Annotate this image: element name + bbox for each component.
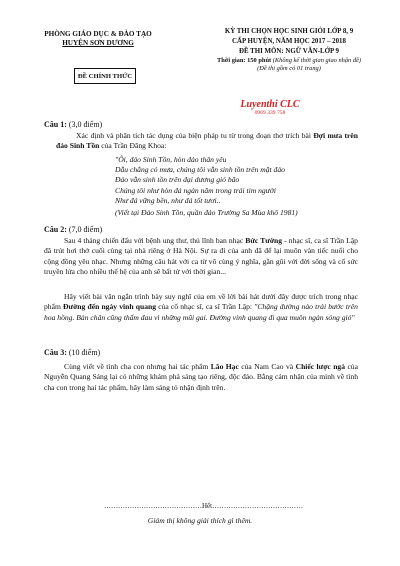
question-2-context: Sau 4 tháng chiến đấu với bệnh ung thư, thủ lĩnh ban nhạc Bức Tường - nhạc sĩ, ca sĩ Trần Lập đã trút hơi thở cuối cùng tại nhà riêng ở Hà Nội. Sự ra đi của anh đã để lại muôn vàn tiếc nuối cho cộng đồng yêu nhạc. Nhưng những câu hát với ca từ vô cùng ý nghĩa, gần gũi với đời sống và cổ sức truyền lửa cho nhiều thế hệ của anh sẽ bất tử với thời gian... — [44, 236, 358, 277]
exam-title: KỲ THI CHỌN HỌC SINH GIỎI LỚP 8, 9 — [224, 28, 354, 35]
exam-time: Thời gian: 150 phút (Không kể thời gian giao nhận đề) — [216, 57, 362, 64]
department-name: PHÒNG GIÁO DỤC & ĐÀO TẠO — [44, 30, 152, 38]
page-count-note: (Đề thi gồm có 01 trang) — [257, 65, 321, 72]
issuer-block — [28, 30, 168, 48]
exam-info-block — [196, 27, 382, 73]
poem-line: Như đá vững bền, như đá tốt tươi.. — [115, 195, 221, 205]
proctor-note: Giám thị không giải thích gì thêm. — [147, 516, 253, 525]
poem-line: "Ôi, đảo Sinh Tồn, hòn đảo thân yêu — [115, 155, 227, 164]
watermark-phone: 0969 339 758 — [254, 110, 286, 116]
watermark — [230, 99, 310, 117]
exam-level-year: CẤP HUYỆN, NĂM HỌC 2017 – 2018 — [232, 38, 346, 45]
question-3-heading: Câu 3: (10 điểm) — [44, 348, 101, 357]
poem-excerpt — [115, 155, 355, 218]
poem-line: Dẫu chẳng có mưa, chúng tôi vẫn sinh tồn trên mặt đảo — [115, 165, 285, 175]
question-3-prompt: Cùng viết về tình cha con nhưng hai tác phẩm Lão Hạc của Nam Cao và Chiếc lược ngà của Nguyễn Quang Sáng lại có những khám phá sáng tạo riêng, độc đáo. Bằng cảm nhận của mình về tình cha con trong hai tác phẩm, hãy làm sáng tỏ nhận định trên. — [44, 362, 358, 392]
poem-line: Chúng tôi như hòn đá ngàn năm trong trái tim người — [115, 185, 276, 195]
question-2-heading: Câu 2: (7,0 điểm) — [44, 225, 103, 234]
watermark-brand: Luyenthi CLC — [240, 99, 300, 110]
poem-source: (Viết tại Đảo Sinh Tồn, quần đảo Trường Sa Mùa khô 1981) — [115, 208, 298, 218]
official-label: ĐỀ CHÍNH THỨC — [74, 68, 136, 84]
question-2-prompt: Hãy viết bài văn ngắn trình bày suy nghĩ của em về lời bài hát dưới đây được trích trong nhạc phẩm Đường đến ngày vinh quang của cố nhạc sĩ, ca sĩ Trần Lập: "Chặng đường nào trải bước trên hoa hồng. Bàn chân cũng thấm đau vì những mũi gai. Đường vinh quang đi qua muôn ngàn sóng gió" — [44, 292, 358, 322]
question-1-prompt: Xác định và phân tích tác dụng của biện pháp tu từ trong đoạn thơ trích bài Đợi mưa trên đảo Sinh Tồn của Trần Đăng Khoa: — [56, 131, 358, 151]
end-marker: ……………………………………Hết………………………………… — [104, 502, 304, 510]
question-1-heading: Câu 1: (3,0 điểm) — [44, 120, 103, 129]
district-name: HUYỆN SƠN DƯƠNG — [62, 39, 134, 47]
exam-subject: ĐỀ THI MÔN: NGỮ VĂN-LỚP 9 — [239, 48, 339, 55]
poem-line: Đảo vẫn sinh tồn trên đại dương gió bão — [115, 175, 240, 185]
